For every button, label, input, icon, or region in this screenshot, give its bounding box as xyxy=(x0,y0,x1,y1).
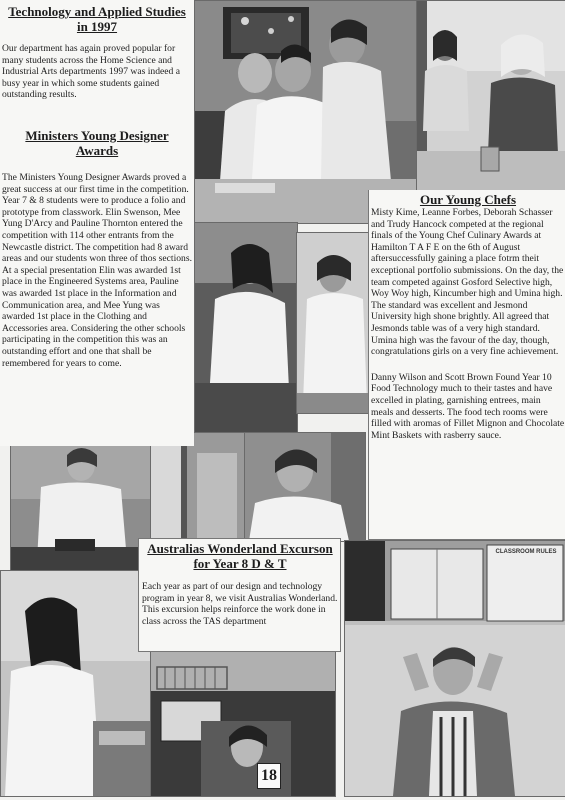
ministers-awards-section xyxy=(0,122,194,446)
young-chefs-heading: Our Young Chefs xyxy=(419,192,517,207)
wonderland-excursion-section xyxy=(138,538,341,652)
tech-studies-section xyxy=(0,0,194,126)
wonderland-excursion-body: Each year as part of our design and technology program in year 8, we visit Australias Wonderland. This excursion helps reinforce the work done in class across the TAS department xyxy=(142,581,338,627)
photo-teacher-and-student xyxy=(416,0,565,192)
photo-student-at-stove xyxy=(10,442,152,572)
page-number: 18 xyxy=(257,763,281,789)
photo-student-cooking xyxy=(194,222,298,434)
young-chefs-body-2: Danny Wilson and Scott Brown Found Year 10 Food Technology much to their tastes and have excelled in plating, garnishing entrees, main meals and desserts. The food tech rooms were filled with aromas of Fillet Mignon and Chocolate Mint Baskets with rasberry sauce. xyxy=(371,371,565,441)
tech-studies-body: Our department has again proved popular for many students across the Home Science and Industrial Arts departments 1997 was indeed a busy year in which some students gained outstanding results. xyxy=(2,43,180,101)
photo-classroom-student xyxy=(344,540,565,797)
classroom-rules-poster: CLASSROOM RULES xyxy=(495,549,557,555)
young-chefs-body: Misty Kime, Leanne Forbes, Deborah Schasser and Trudy Hancock competed at the regional finals of the Young Chef Culinary Awards at Hamilton T A F E on the 6th of August aftersuccessfully gaining a place fotrm theit exceptional portfolio submissions. On the day, the team competed against Gosford Selective high, Woy Woy high, Kincumber high and Umina high. The standard was excellent and Jesmond University high shone brightly. All agreed that Jesmonds table was of a very high standard. Umina high was the favour of the day, though, congratulations girls on a very fine achievement. xyxy=(371,207,564,358)
young-chefs-section xyxy=(368,190,565,540)
photo-student-in-white-jacket xyxy=(296,232,370,414)
ministers-awards-body: The Ministers Young Designer Awards proved a great success at our first time in the competition. Year 7 & 8 students were to produce a folio and prototype from classwork. Elin Swenson, Mee Yung D'Arcy and Pauline Thornton entered the competition with 114 other entrants from the Newcastle district. The competition had 8 award areas and our students won three of thos sections. At a special presentation Elin was awarded 1st place in the Engineered Systems area, Pauline was awarded 1st place in the Information and Communication area, and Mee Yung was awarded 1st place in the Clothing and Accessories area. Considering the other schools participating in the competition this was an outstanding effort and one that shall be remembered for years to come. xyxy=(2,172,192,369)
tech-studies-heading: Technology and Applied Studies in 1997 xyxy=(8,4,186,34)
photo-girl-at-stove xyxy=(0,570,152,797)
wonderland-excursion-heading: Australias Wonderland Excurson for Year 8 D & T xyxy=(147,541,333,571)
ministers-awards-heading: Ministers Young Designer Awards xyxy=(25,128,169,158)
photo-smiling-student xyxy=(244,432,366,542)
